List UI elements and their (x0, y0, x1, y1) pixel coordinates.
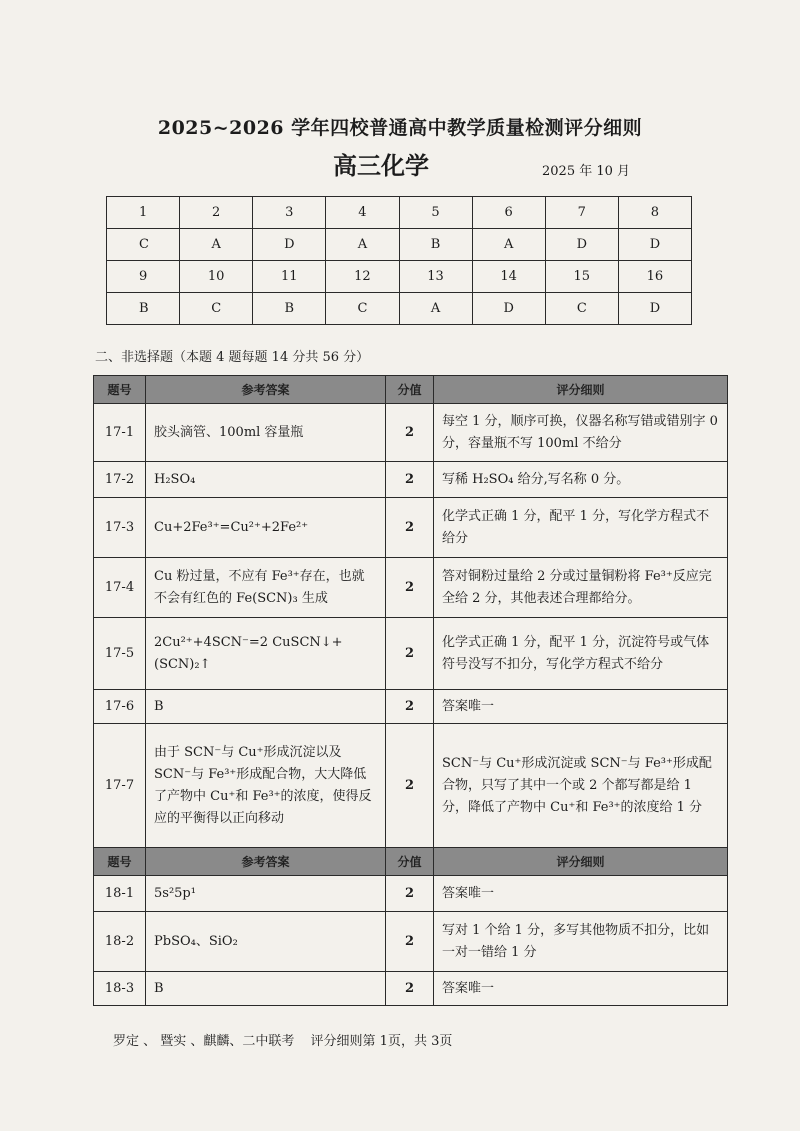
col-header-num: 题号 (94, 848, 146, 876)
key-cell: A (180, 229, 253, 261)
table-row (94, 912, 728, 972)
points-value: 2 (386, 690, 434, 724)
reference-answer: B (146, 690, 386, 724)
scoring-detail: 答案唯一 (434, 876, 728, 912)
key-cell: 2 (180, 197, 253, 229)
key-cell: 5 (399, 197, 472, 229)
key-cell: 16 (618, 261, 691, 293)
header-row-18 (94, 848, 728, 876)
key-cell: D (545, 229, 618, 261)
reference-answer: PbSO₄、SiO₂ (146, 912, 386, 972)
key-cell: D (618, 293, 691, 325)
subject-title: 高三化学 (333, 151, 429, 180)
scoring-detail: SCN⁻与 Cu⁺形成沉淀或 SCN⁻与 Fe³⁺形成配合物，只写了其中一个或 2 个都写都是给 1 分，降低了产物中 Cu⁺和 Fe³⁺的浓度给 1 分 (434, 724, 728, 848)
section-title: 二、非选择题（本题 4 题每题 14 分共 56 分） (95, 350, 370, 365)
question-number: 18-2 (94, 912, 146, 972)
key-cell: 10 (180, 261, 253, 293)
reference-answer: 2Cu²⁺+4SCN⁻=2 CuSCN↓+(SCN)₂↑ (146, 618, 386, 690)
key-cell: B (253, 293, 326, 325)
key-cell: C (326, 293, 399, 325)
key-cell: B (107, 293, 180, 325)
key-row-answers-1 (107, 229, 692, 261)
reference-answer: H₂SO₄ (146, 462, 386, 498)
points-value: 2 (386, 912, 434, 972)
key-cell: D (618, 229, 691, 261)
footer-page-info: 评分细则第 1页，共 3页 (310, 1034, 453, 1049)
key-cell: 4 (326, 197, 399, 229)
table-row (94, 404, 728, 462)
key-cell: 14 (472, 261, 545, 293)
table-row (94, 558, 728, 618)
points-value: 2 (386, 558, 434, 618)
table-row (94, 462, 728, 498)
col-header-detail: 评分细则 (434, 376, 728, 404)
key-row-numbers-1 (107, 197, 692, 229)
table-row (94, 876, 728, 912)
key-row-answers-2 (107, 293, 692, 325)
key-cell: D (253, 229, 326, 261)
question-number: 17-4 (94, 558, 146, 618)
table-row (94, 690, 728, 724)
points-value: 2 (386, 462, 434, 498)
key-cell: 9 (107, 261, 180, 293)
scoring-detail: 答案唯一 (434, 690, 728, 724)
table-row (94, 724, 728, 848)
points-value: 2 (386, 724, 434, 848)
points-value: 2 (386, 404, 434, 462)
key-cell: 8 (618, 197, 691, 229)
footer-schools: 罗定 、 暨实 、麒麟、二中联考 (113, 1034, 295, 1049)
key-cell: C (180, 293, 253, 325)
key-cell: D (472, 293, 545, 325)
scoring-detail: 写对 1 个给 1 分，多写其他物质不扣分，比如一对一错给 1 分 (434, 912, 728, 972)
key-cell: 13 (399, 261, 472, 293)
reference-answer: Cu 粉过量，不应有 Fe³⁺存在，也就不会有红色的 Fe(SCN)₃ 生成 (146, 558, 386, 618)
key-cell: A (326, 229, 399, 261)
col-header-answer: 参考答案 (146, 848, 386, 876)
question-number: 18-1 (94, 876, 146, 912)
points-value: 2 (386, 972, 434, 1006)
key-cell: C (545, 293, 618, 325)
reference-answer: B (146, 972, 386, 1006)
scoring-detail: 化学式正确 1 分，配平 1 分，沉淀符号或气体符号没写不扣分，写化学方程式不给分 (434, 618, 728, 690)
page-footer (113, 1030, 464, 1049)
key-cell: C (107, 229, 180, 261)
col-header-points: 分值 (386, 376, 434, 404)
points-value: 2 (386, 498, 434, 558)
scoring-detail: 写稀 H₂SO₄ 给分,写名称 0 分。 (434, 462, 728, 498)
question-number: 18-3 (94, 972, 146, 1006)
points-value: 2 (386, 876, 434, 912)
reference-answer: Cu+2Fe³⁺=Cu²⁺+2Fe²⁺ (146, 498, 386, 558)
question-number: 17-2 (94, 462, 146, 498)
document-title: 2025~2026 学年四校普通高中教学质量检测评分细则 (157, 117, 643, 139)
key-cell: 15 (545, 261, 618, 293)
key-cell: 7 (545, 197, 618, 229)
table-row (94, 618, 728, 690)
key-cell: 3 (253, 197, 326, 229)
scoring-detail: 答对铜粉过量给 2 分或过量铜粉将 Fe³⁺反应完全给 2 分，其他表述合理都给分。 (434, 558, 728, 618)
question-number: 17-5 (94, 618, 146, 690)
col-header-detail: 评分细则 (434, 848, 728, 876)
col-header-points: 分值 (386, 848, 434, 876)
scoring-detail: 化学式正确 1 分，配平 1 分，写化学方程式不给分 (434, 498, 728, 558)
key-cell: 6 (472, 197, 545, 229)
key-row-numbers-2 (107, 261, 692, 293)
question-number: 17-1 (94, 404, 146, 462)
key-cell: 11 (253, 261, 326, 293)
choice-answer-key (106, 196, 692, 325)
key-cell: A (399, 293, 472, 325)
table-row (94, 498, 728, 558)
question-number: 17-7 (94, 724, 146, 848)
key-cell: 1 (107, 197, 180, 229)
reference-answer: 5s²5p¹ (146, 876, 386, 912)
scoring-detail: 答案唯一 (434, 972, 728, 1006)
reference-answer: 胶头滴管、100ml 容量瓶 (146, 404, 386, 462)
key-cell: B (399, 229, 472, 261)
reference-answer: 由于 SCN⁻与 Cu⁺形成沉淀以及 SCN⁻与 Fe³⁺形成配合物，大大降低了产物中 Cu⁺和 Fe³⁺的浓度，使得反应的平衡得以正向移动 (146, 724, 386, 848)
exam-date: 2025 年 10 月 (542, 164, 631, 179)
col-header-answer: 参考答案 (146, 376, 386, 404)
scoring-table (93, 375, 728, 1006)
table-row (94, 972, 728, 1006)
question-number: 17-3 (94, 498, 146, 558)
key-cell: 12 (326, 261, 399, 293)
points-value: 2 (386, 618, 434, 690)
question-number: 17-6 (94, 690, 146, 724)
header-row-17 (94, 376, 728, 404)
col-header-num: 题号 (94, 376, 146, 404)
scoring-detail: 每空 1 分，顺序可换，仪器名称写错或错别字 0 分，容量瓶不写 100ml 不给分 (434, 404, 728, 462)
key-cell: A (472, 229, 545, 261)
